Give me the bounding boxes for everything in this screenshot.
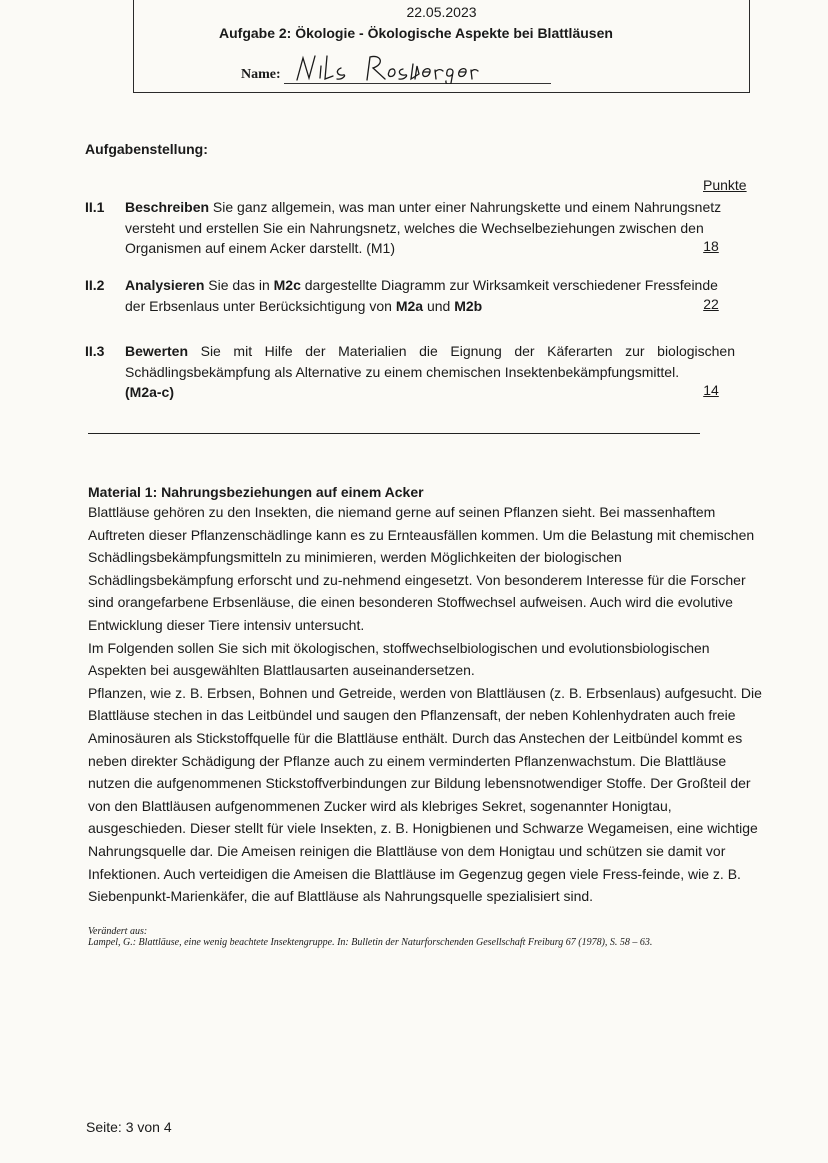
divider (88, 433, 700, 434)
task-2-line-2: der Erbsenlaus unter Berücksichtigung von (125, 297, 396, 314)
source-citation (88, 926, 768, 948)
task-2-ref-m2a: M2a (395, 297, 424, 314)
task-number-1: II.1 (85, 199, 105, 215)
task-label: Aufgabe 2: (219, 25, 292, 41)
task-number-2: II.2 (85, 277, 105, 293)
task-2-and: und (423, 297, 455, 314)
material-title: Material 1: Nahrungsbeziehungen auf einem Acker (88, 484, 424, 500)
task-title (219, 25, 613, 41)
name-label: Name: (241, 67, 281, 82)
task-3-body: Sie mit Hilfe der Materialien die Eignung der Käferarten zur biologischen Schädlingsbekämpfung als Alternative zu einem chemischen Insektenbekämpfungsmittel. (125, 343, 735, 380)
task-number-3: II.3 (85, 343, 105, 359)
task-text-2 (125, 275, 735, 316)
material-paragraph: Pflanzen, wie z. B. Erbsen, Bohnen und Getreide, werden von Blattläusen (z. B. Erbsenlaus) aufgesucht. Die Blattläuse stechen in das Leitbündel und saugen den Pflanzensaft, der neben Kohlenhydraten auch freie Aminosäuren als Stickstoffquelle für die Blattläuse enthält. Durch das Anstechen der Leitbündel kommt es neben direkter Schädigung der Pflanze auch zu einem verminderten Pflanzenwachstum. Die Blattläuse nutzen die aufgenommenen Stickstoffverbindungen zur Bildung lebensnotwendiger Stoffe. Der Großteil der von den Blattläusen aufgenommenen Zucker wird als klebriges Sekret, sogenannter Honigtau, ausgeschieden. Dieser stellt für viele Insekten, z. B. Honigbienen und Schwarze Wegameisen, eine wichtige Nahrungsquelle dar. Die Ameisen reinigen die Blattläuse von dem Honigtau und schützen sie damit vor Infektionen. Auch verteidigen die Ameisen die Blattläuse im Gegenzug gegen viele Fress-feinde, wie z. B. Siebenpunkt-Marienkäfer, die auf Blattläuse als Nahrungsquelle spezialisiert sind. (88, 684, 762, 905)
task-text-3 (125, 341, 735, 403)
task-3-ref: (M2a-c) (125, 384, 175, 400)
task-2-pre: Sie das in (204, 277, 274, 293)
task-points-2: 22 (703, 296, 719, 312)
task-verb-3: Bewerten (125, 343, 189, 359)
material-body (88, 501, 763, 908)
page-number: Seite: 3 von 4 (86, 1119, 172, 1135)
header-box (133, 0, 750, 93)
task-2-ref-m2b: M2b (454, 297, 483, 314)
task-topic: Ökologie - Ökologische Aspekte bei Blattläusen (295, 25, 613, 41)
task-2-ref-m2c: M2c (273, 277, 301, 293)
points-header: Punkte (703, 177, 747, 193)
task-1-line-2: versteht und erstellen Sie ein Nahrungsnetz, welches die Wechselbeziehungen zwischen den (125, 219, 704, 236)
task-verb-2: Analysieren (125, 277, 205, 293)
task-1-line-1: Sie ganz allgemein, was man unter einer Nahrungskette und einem Nahrungsnetz (209, 199, 722, 215)
task-1-line-3: Organismen auf einem Acker darstellt. (M1) (125, 240, 395, 256)
exam-date: 22.05.2023 (406, 4, 477, 20)
task-text-1 (125, 197, 735, 259)
material-paragraph: Im Folgenden sollen Sie sich mit ökologischen, stoffwechselbiologischen und evolutionsbiologischen Aspekten bei ausgewählten Blattlausarten auseinandersetzen. (88, 639, 710, 679)
signature (289, 50, 479, 84)
material-paragraph: Blattläuse gehören zu den Insekten, die niemand gerne auf seinen Pflanzen sieht. Bei massenhaftem Auftreten dieser Pflanzenschädlinge kann es zu Ernteausfällen kommen. Um die Belastung mit chemischen Schädlingsbekämpfungsmitteln zu minimieren, werden Möglichkeiten der biologischen Schädlingsbekämpfung erforscht und zu-nehmend eingesetzt. Von besonderem Interesse für die Forscher sind orangefarbene Erbsenläuse, die einen besonderen Stoffwechsel aufweisen. Auch wird die evolutive Entwicklung dieser Tiere intensiv untersucht. (88, 504, 755, 633)
task-points-1: 18 (703, 238, 719, 254)
task-points-3: 14 (703, 382, 719, 398)
task-verb-1: Beschreiben (125, 199, 210, 215)
source-label: Verändert aus: (88, 926, 148, 937)
instructions-heading: Aufgabenstellung: (85, 141, 208, 157)
task-2-mid: dargestellte Diagramm zur Wirksamkeit verschiedener Fressfeinde (300, 277, 718, 293)
source-text: Lampel, G.: Blattläuse, eine wenig beachtete Insektengruppe. In: Bulletin der Naturforschenden Gesellschaft Freiburg 67 (1978), S. 58 – 63. (88, 937, 653, 948)
